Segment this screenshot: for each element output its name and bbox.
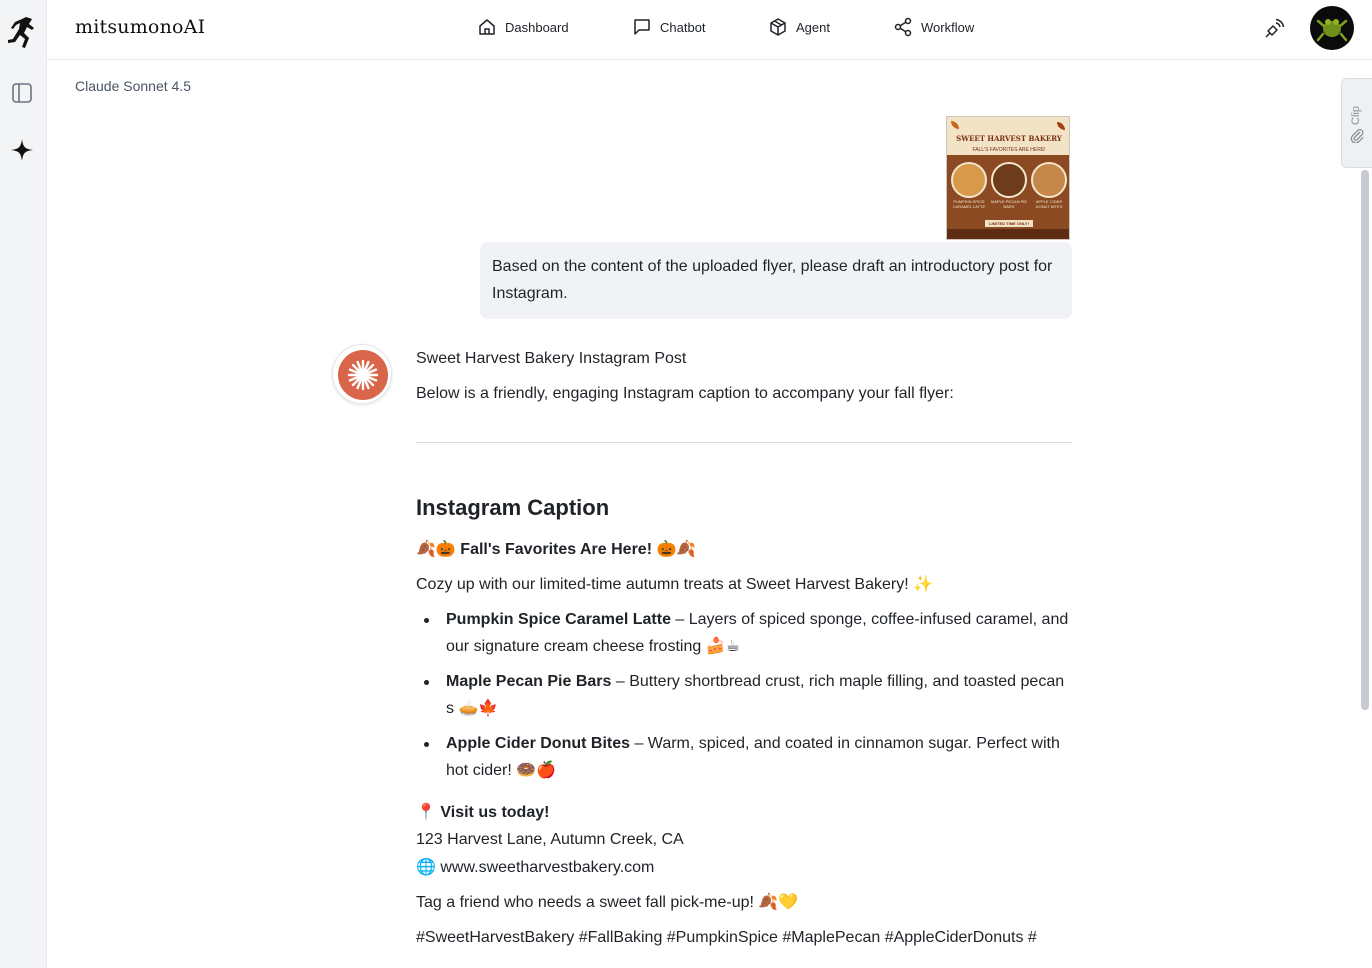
globe-emoji: 🌐 <box>416 857 436 876</box>
paperclip-icon <box>1349 127 1365 143</box>
flyer-item-1: PUMPKIN SPICE CARAMEL LATTE <box>952 199 986 209</box>
flyer-item-3: APPLE CIDER DONUT BITES <box>1035 199 1063 209</box>
item-name: Maple Pecan Pie Bars <box>446 673 612 690</box>
item-desc: – Buttery shortbread crust, rich maple filling, and toasted pecans 🥧🍁 <box>446 673 1065 717</box>
nav-workflow[interactable] <box>893 17 974 37</box>
flyer-ribbon: LIMITED TIME ONLY! <box>985 220 1033 227</box>
pin-emoji: 📍 <box>416 802 436 821</box>
top-bar <box>47 0 1372 60</box>
favorites-text: Fall's Favorites Are Here! <box>460 541 653 558</box>
favorites-emoji-right: 🎃🍂 <box>656 539 697 558</box>
tag-line: Tag a friend who needs a sweet fall pick-me-up! 🍂💛 <box>416 894 799 911</box>
hashtags: #SweetHarvestBakery #FallBaking #PumpkinSpice #MaplePecan #AppleCiderDonuts # <box>416 929 1037 946</box>
assistant-message <box>416 344 1072 951</box>
clip-tab[interactable] <box>1341 78 1372 168</box>
scrollbar-thumb[interactable] <box>1361 170 1369 710</box>
flyer-item-2: MAPLE PECAN PIE BARS <box>991 199 1028 209</box>
nav-agent-label: Agent <box>796 19 830 35</box>
donut-bites-photo <box>1031 162 1067 198</box>
nav-workflow-label: Workflow <box>921 19 975 35</box>
nav-dashboard-label: Dashboard <box>505 19 569 35</box>
left-rail <box>0 0 47 968</box>
sparkle-icon[interactable] <box>10 138 34 162</box>
divider <box>416 442 1072 443</box>
answer-intro: Below is a friendly, engaging Instagram caption to accompany your fall flyer: <box>416 385 954 402</box>
favorites-emoji-left: 🍂🎃 <box>416 539 456 558</box>
assistant-avatar <box>332 344 392 404</box>
user-message: Based on the content of the uploaded flyer, please draft an introductory post for Instagram. <box>480 242 1072 319</box>
uploaded-flyer-image[interactable] <box>946 116 1070 240</box>
claude-logo-icon <box>338 350 388 400</box>
item-desc: – Warm, spiced, and coated in cinnamon sugar. Perfect with hot cider! 🍩🍎 <box>446 735 1060 779</box>
home-icon <box>477 17 497 37</box>
clip-label: Clip <box>1350 106 1362 125</box>
cozy-line: Cozy up with our limited-time autumn treats at Sweet Harvest Bakery! ✨ <box>416 576 933 593</box>
flyer-subtitle: FALL'S FAVORITES ARE HERE! <box>972 147 1046 153</box>
address: 123 Harvest Lane, Autumn Creek, CA <box>416 831 684 848</box>
website: www.sweetharvestbakery.com <box>440 859 655 876</box>
satellite-icon[interactable] <box>1262 17 1286 41</box>
model-label: Claude Sonnet 4.5 <box>75 78 191 94</box>
nav-chatbot[interactable] <box>632 17 706 37</box>
frog-avatar-icon <box>1310 6 1354 50</box>
item-desc: – Layers of spiced sponge, coffee-infused caramel, and our signature cream cheese frosting 🍰☕ <box>446 611 1069 655</box>
user-avatar[interactable] <box>1310 6 1354 50</box>
nav-agent[interactable] <box>768 17 830 37</box>
cube-icon <box>768 17 788 37</box>
list-item <box>416 730 1072 784</box>
flyer-footer <box>947 229 1070 240</box>
nav-dashboard[interactable] <box>477 17 569 37</box>
caption-heading: Instagram Caption <box>416 495 610 520</box>
brand-name: mitsumonoAI <box>75 16 206 38</box>
visit-block <box>416 798 1072 881</box>
visit-label: Visit us today! <box>440 804 550 821</box>
runner-logo-icon[interactable] <box>6 14 40 52</box>
pancake-photo <box>951 162 987 198</box>
share-nodes-icon <box>893 17 913 37</box>
list-item <box>416 606 1072 660</box>
answer-title: Sweet Harvest Bakery Instagram Post <box>416 350 687 367</box>
chat-bubble-icon <box>632 17 652 37</box>
treat-list <box>416 606 1072 784</box>
item-name: Apple Cider Donut Bites <box>446 735 631 752</box>
pie-bars-photo <box>991 162 1027 198</box>
favorites-line <box>416 535 1072 563</box>
flyer-title: SWEET HARVEST BAKERY <box>956 134 1062 143</box>
nav-chatbot-label: Chatbot <box>660 19 706 35</box>
list-item <box>416 668 1072 722</box>
item-name: Pumpkin Spice Caramel Latte <box>446 611 671 628</box>
sidebar-toggle-icon[interactable] <box>11 82 33 104</box>
